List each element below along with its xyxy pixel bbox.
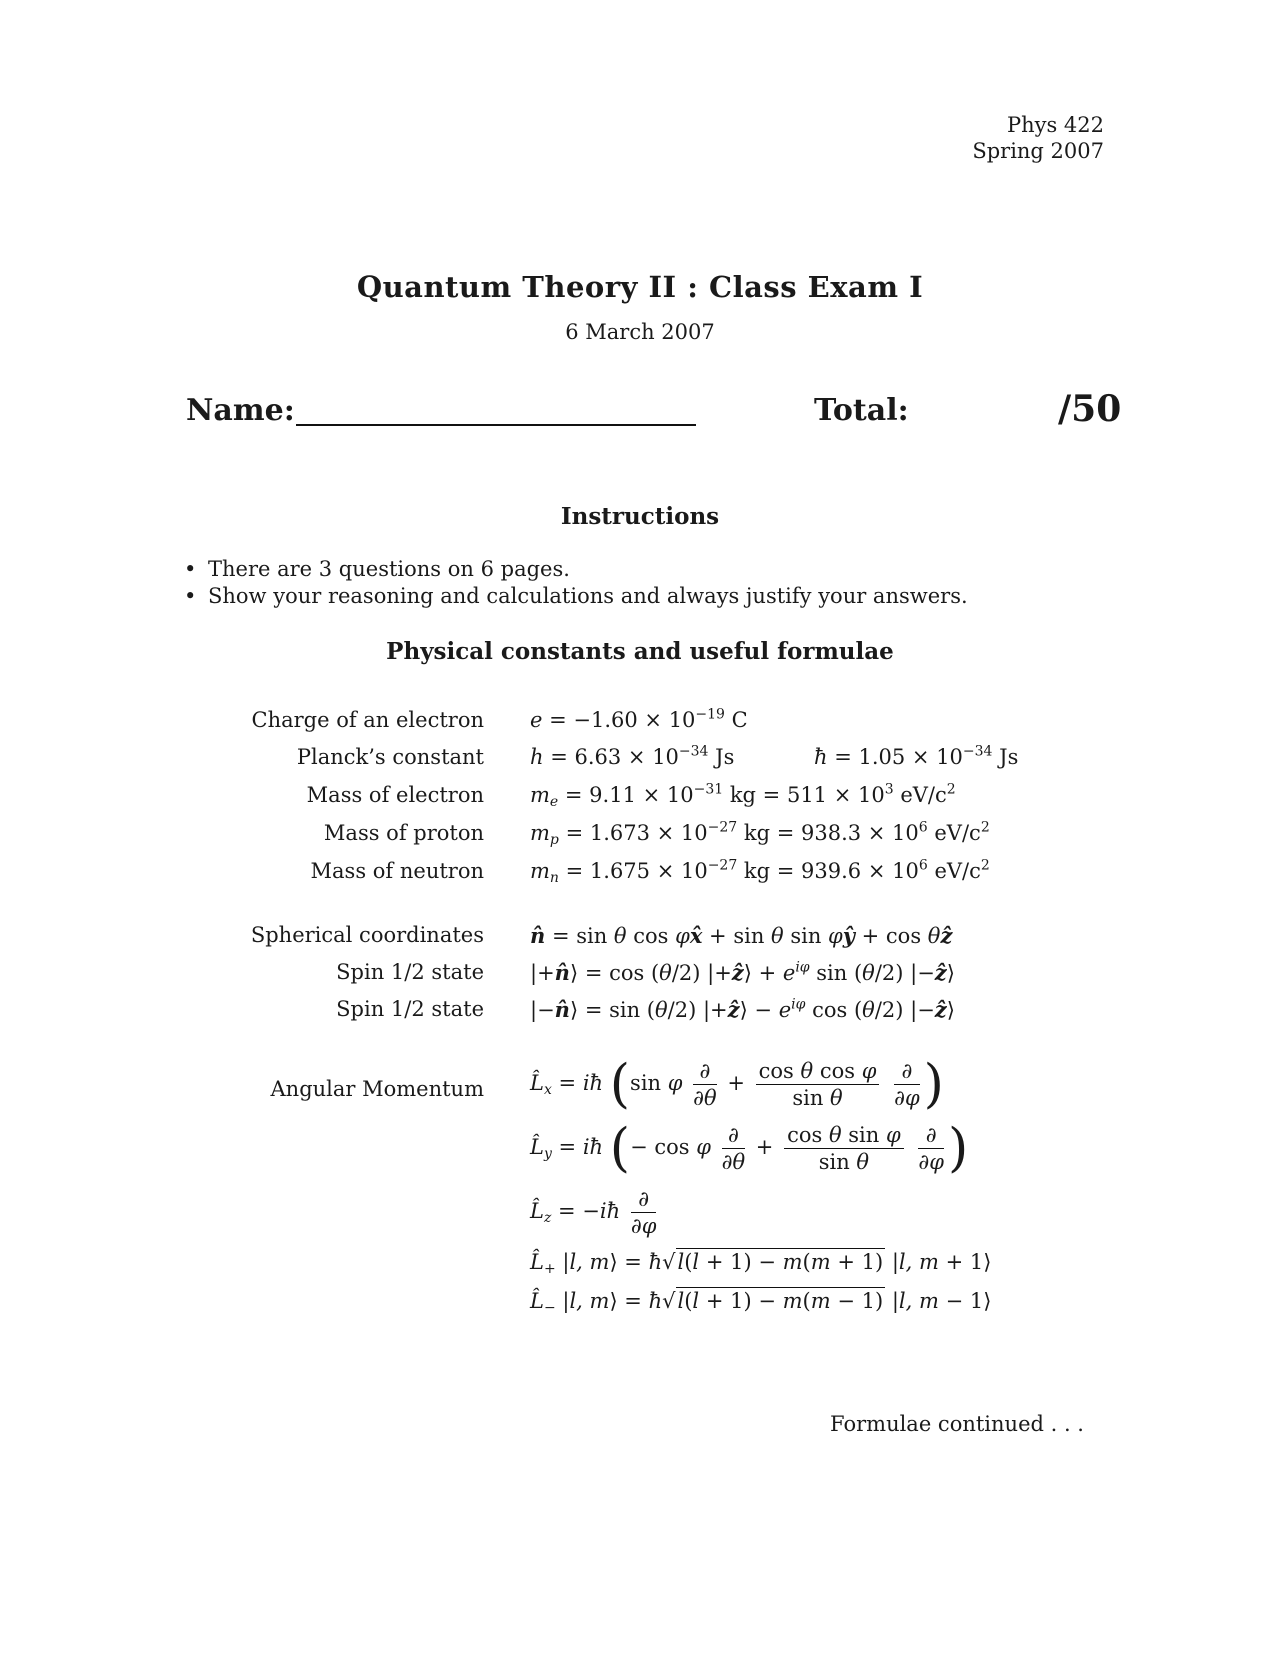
label-spin-up: Spin 1/2 state — [336, 960, 484, 984]
eq-charge: $e = -1.60 \times 10^{-19}$ C — [530, 706, 748, 732]
instructions-list — [184, 556, 968, 610]
label-mass-proton: Mass of proton — [323, 821, 484, 845]
eq-Lplus: $L̂_+$ |l, m⟩ = ħ√l(l + 1) − m(m + 1) |l, m + 1⟩ — [530, 1250, 992, 1278]
eq-spin-up: |+n̂⟩ = cos (θ/2) |+ẑ⟩ + $e^{i\varphi}$ sin (θ/2) |−ẑ⟩ — [530, 959, 955, 985]
eq-planck: $h = 6.63 \times 10^{-34}$ Js — [530, 743, 735, 769]
label-mass-electron: Mass of electron — [306, 783, 484, 807]
exam-title: Quantum Theory II : Class Exam I — [356, 270, 924, 304]
eq-spin-down: |−n̂⟩ = sin (θ/2) |+ẑ⟩ − $e^{i\varphi}$ cos (θ/2) |−ẑ⟩ — [530, 996, 955, 1022]
instruction-item: • There are 3 questions on 6 pages. — [184, 556, 968, 583]
label-charge: Charge of an electron — [251, 708, 484, 732]
total-label: Total: — [814, 393, 909, 428]
eq-Ly: $L̂_y$ = iħ (− cos φ $\frac{\partial}{\partial\theta}$ + $\frac{\text{cos θ sin φ}}{\text{sin θ}}$ $\frac{\partial}{\partial\varphi}$ ) — [530, 1118, 969, 1179]
eq-mass-proton: $m_p = 1.673 \times 10^{-27}$ kg = $938.3 \times 10^6$ $eV/c^2$ — [530, 819, 990, 849]
constants-heading: Physical constants and useful formulae — [386, 638, 894, 665]
eq-Lminus: $L̂_-$ |l, m⟩ = ħ√l(l + 1) − m(m − 1) |l, m − 1⟩ — [530, 1289, 992, 1317]
eq-mass-neutron: $m_n = 1.675 \times 10^{-27}$ kg = $939.6 \times 10^6$ $eV/c^2$ — [530, 857, 990, 887]
instruction-item: • Show your reasoning and calculations and always justify your answers. — [184, 583, 968, 610]
course-info — [972, 112, 1104, 164]
eq-Lx: $L̂_x$ = iħ (sin φ $\frac{\partial}{\partial\theta}$ + $\frac{\text{cos θ cos φ}}{\text{sin θ}}$ $\frac{\partial}{\partial\varphi}$ ) — [530, 1054, 944, 1115]
name-blank-line[interactable] — [296, 424, 696, 426]
eq-hbar: ħ = $1.05 \times 10^{-34}$ Js — [814, 743, 1019, 769]
label-spin-down: Spin 1/2 state — [336, 997, 484, 1021]
instructions-heading: Instructions — [560, 503, 720, 530]
label-planck: Planck’s constant — [296, 745, 484, 769]
eq-spherical: n̂ = sin θ cos φx̂ + sin θ sin φŷ + cos θẑ — [530, 923, 953, 948]
eq-Lz: $L̂_z$ = −iħ $\frac{\partial}{\partial\varphi}$ — [530, 1187, 657, 1238]
total-score: /50 — [1058, 388, 1122, 430]
course-number: Phys 422 — [1006, 113, 1104, 137]
continued-note: Formulae continued . . . — [830, 1412, 1084, 1436]
exam-date: 6 March 2007 — [565, 320, 715, 344]
name-label: Name: — [186, 393, 295, 428]
course-term: Spring 2007 — [972, 139, 1104, 163]
eq-mass-electron: $m_e = 9.11 \times 10^{-31}$ kg = $511 \times 10^3$ $eV/c^2$ — [530, 781, 956, 811]
label-spherical: Spherical coordinates — [250, 923, 484, 947]
label-mass-neutron: Mass of neutron — [310, 859, 484, 883]
label-angular-momentum: Angular Momentum — [270, 1077, 484, 1101]
